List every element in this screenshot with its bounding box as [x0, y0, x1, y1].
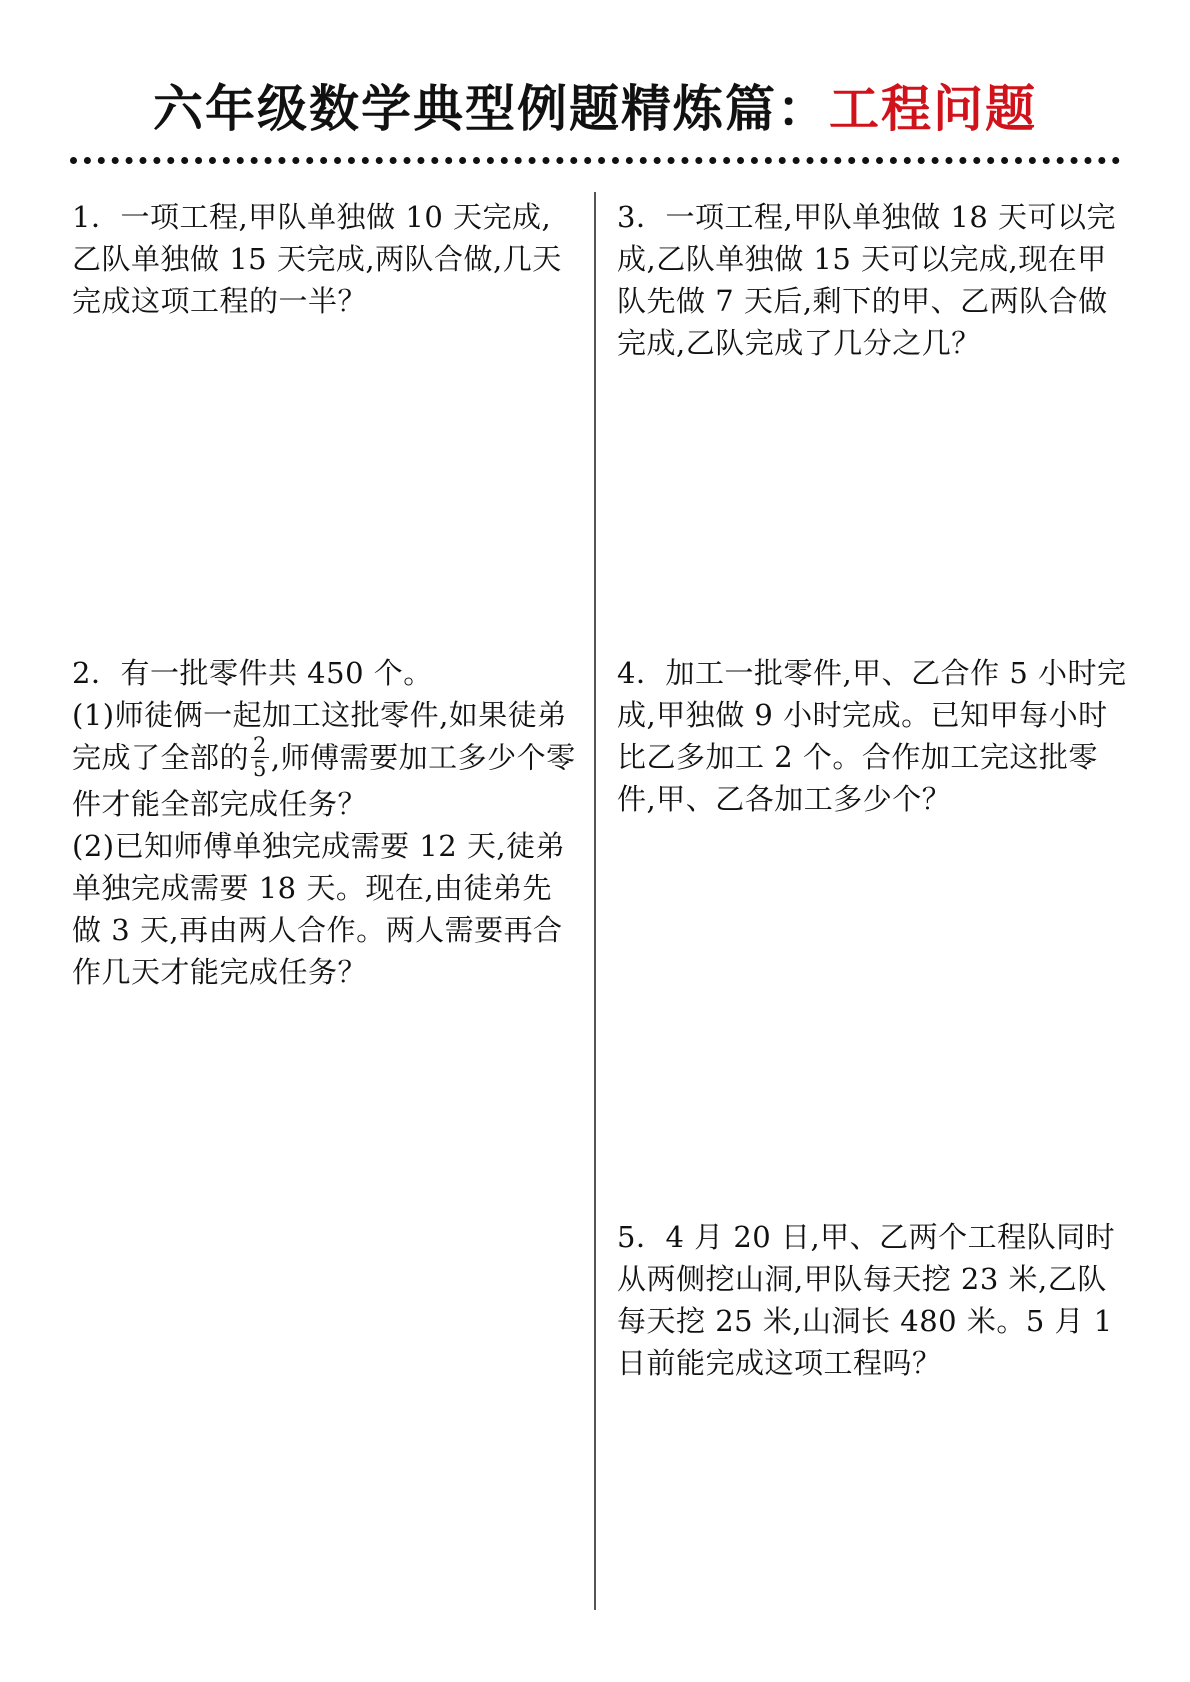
title-accent: 工程问题 [829, 80, 1037, 138]
question-2-part-1 [72, 694, 580, 825]
question-2 [72, 652, 580, 993]
dotted-divider [70, 157, 1120, 164]
question-2-intro: 2．有一批零件共 450 个。 [72, 656, 433, 690]
question-3 [617, 196, 1127, 364]
page-title [0, 78, 1190, 140]
fraction-denominator: 5 [253, 757, 267, 781]
question-1 [72, 196, 580, 322]
question-3-text: 3．一项工程,甲队单独做 18 天可以完成,乙队单独做 15 天可以完成,现在甲队先做 7 天后,剩下的甲、乙两队合做完成,乙队完成了几分之几？ [617, 200, 1117, 360]
question-2-part-2: (2)已知师傅单独完成需要 12 天,徒弟单独完成需要 18 天。现在,由徒弟先做 3 天,再由两人合作。两人需要再合作几天才能完成任务？ [72, 829, 566, 989]
title-main: 六年级数学典型例题精炼篇： [153, 80, 829, 138]
question-4-text: 4．加工一批零件,甲、乙合作 5 小时完成,甲独做 9 小时完成。已知甲每小时比乙多加工 2 个。合作加工完这批零件,甲、乙各加工多少个？ [617, 656, 1127, 816]
fraction-numerator: 2 [253, 733, 267, 757]
fraction-two-fifths [251, 734, 269, 781]
question-5-text: 5．4 月 20 日,甲、乙两个工程队同时从两侧挖山洞,甲队每天挖 23 米,乙队每天挖 25 米,山洞长 480 米。5 月 1 日前能完成这项工程吗？ [617, 1220, 1116, 1380]
question-2-part-1-before: (1)师徒俩一起加工这批零件,如果徒弟完成了全部的 [72, 698, 567, 775]
question-5 [617, 1216, 1127, 1384]
question-1-text: 1．一项工程,甲队单独做 10 天完成,乙队单独做 15 天完成,两队合做,几天完成这项工程的一半？ [72, 200, 562, 318]
question-2-part-1-after: ,师傅需要加工多少个零件才能全部完成任务？ [72, 740, 576, 821]
column-divider [594, 192, 596, 1610]
question-4 [617, 652, 1127, 820]
